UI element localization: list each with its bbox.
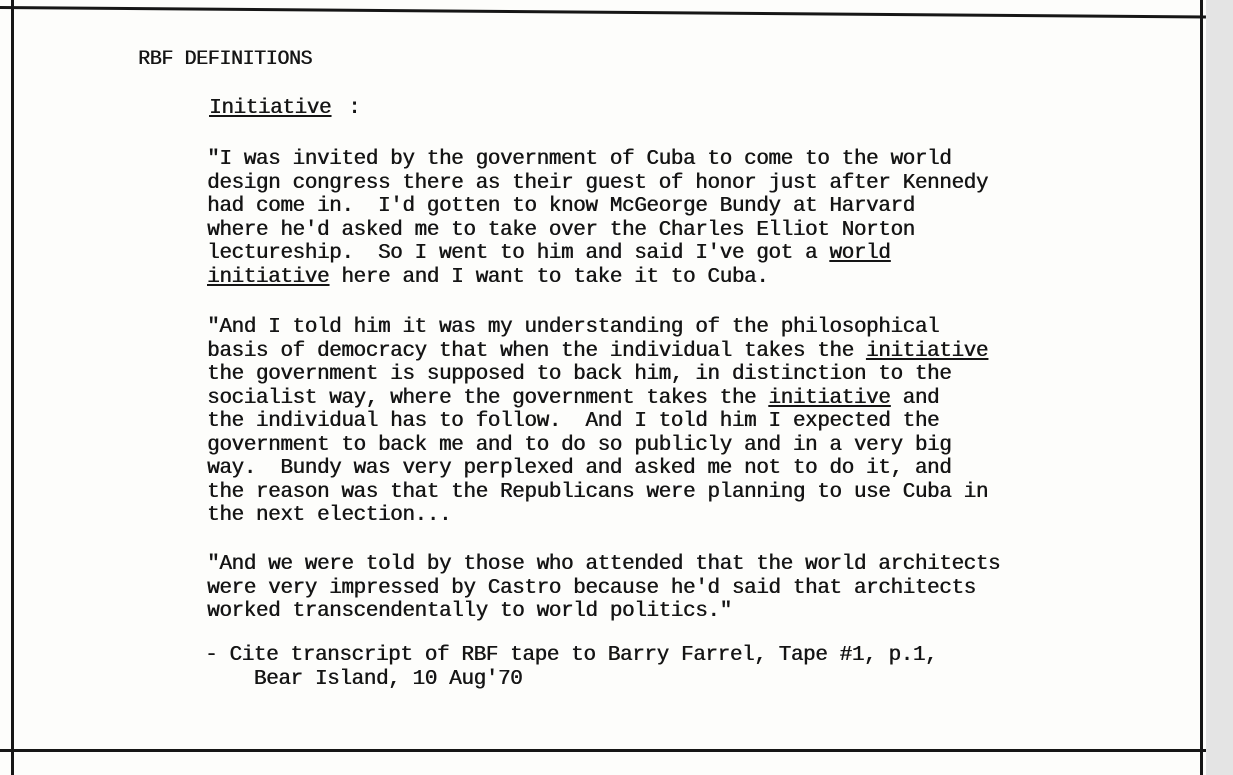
top-border-line [0, 6, 1206, 18]
text-line [207, 340, 988, 364]
underlined-text: initiative [207, 265, 330, 289]
definition-term: Initiative [209, 97, 332, 120]
underlined-text: initiative [768, 386, 891, 410]
text-line: the reason was that the Republicans were planning to use Cuba in [207, 480, 988, 504]
citation-line: Bear Island, 10 Aug'70 [205, 668, 523, 691]
text-segment: here and I want to take it to Cuba. [329, 265, 769, 289]
text-line: where he'd asked me to take over the Charles Elliot Norton [207, 218, 915, 242]
bottom-border-line [0, 749, 1206, 752]
right-border-line [1200, 0, 1203, 775]
text-line: "And I told him it was my understanding of the philosophical [207, 316, 940, 339]
text-line: "And we were told by those who attended that the world architects [207, 553, 1001, 576]
text-line: were very impressed by Castro because he'd said that architects [207, 576, 976, 600]
text-line: had come in. I'd gotten to know McGeorge Bundy at Harvard [207, 195, 915, 218]
text-line [207, 242, 890, 266]
text-segment: socialist way, where the government takes the [207, 386, 769, 410]
citation-line: - Cite transcript of RBF tape to Barry Farrel, Tape #1, p.1, [205, 644, 938, 667]
citation [205, 644, 937, 692]
text-segment: basis of democracy that when the individual takes the [207, 339, 866, 363]
scan-margin [1206, 0, 1233, 775]
text-line: way. Bundy was very perplexed and asked me not to do it, and [207, 457, 952, 480]
page-title: RBF DEFINITIONS [138, 48, 313, 71]
text-segment: lectureship. So I went to him and said I've got a [207, 242, 830, 265]
text-line: design congress there as their guest of honor just after Kennedy [207, 171, 988, 195]
text-segment: and [890, 386, 940, 410]
left-border-line [11, 0, 14, 775]
text-line [207, 387, 939, 411]
text-line: worked transcendentally to world politics." [207, 600, 732, 623]
underlined-text: initiative [865, 339, 988, 363]
underlined-text: world [829, 242, 891, 265]
text-line: government to back me and to do so publicly and in a very big [207, 433, 952, 457]
text-line: "I was invited by the government of Cuba to come to the world [207, 148, 952, 171]
text-line: the individual has to follow. And I told him I expected the [207, 410, 940, 433]
text-line: the next election... [207, 504, 452, 527]
text-line [207, 266, 768, 290]
definition-term-colon: : [348, 97, 361, 120]
text-line: the government is supposed to back him, in distinction to the [207, 363, 952, 386]
